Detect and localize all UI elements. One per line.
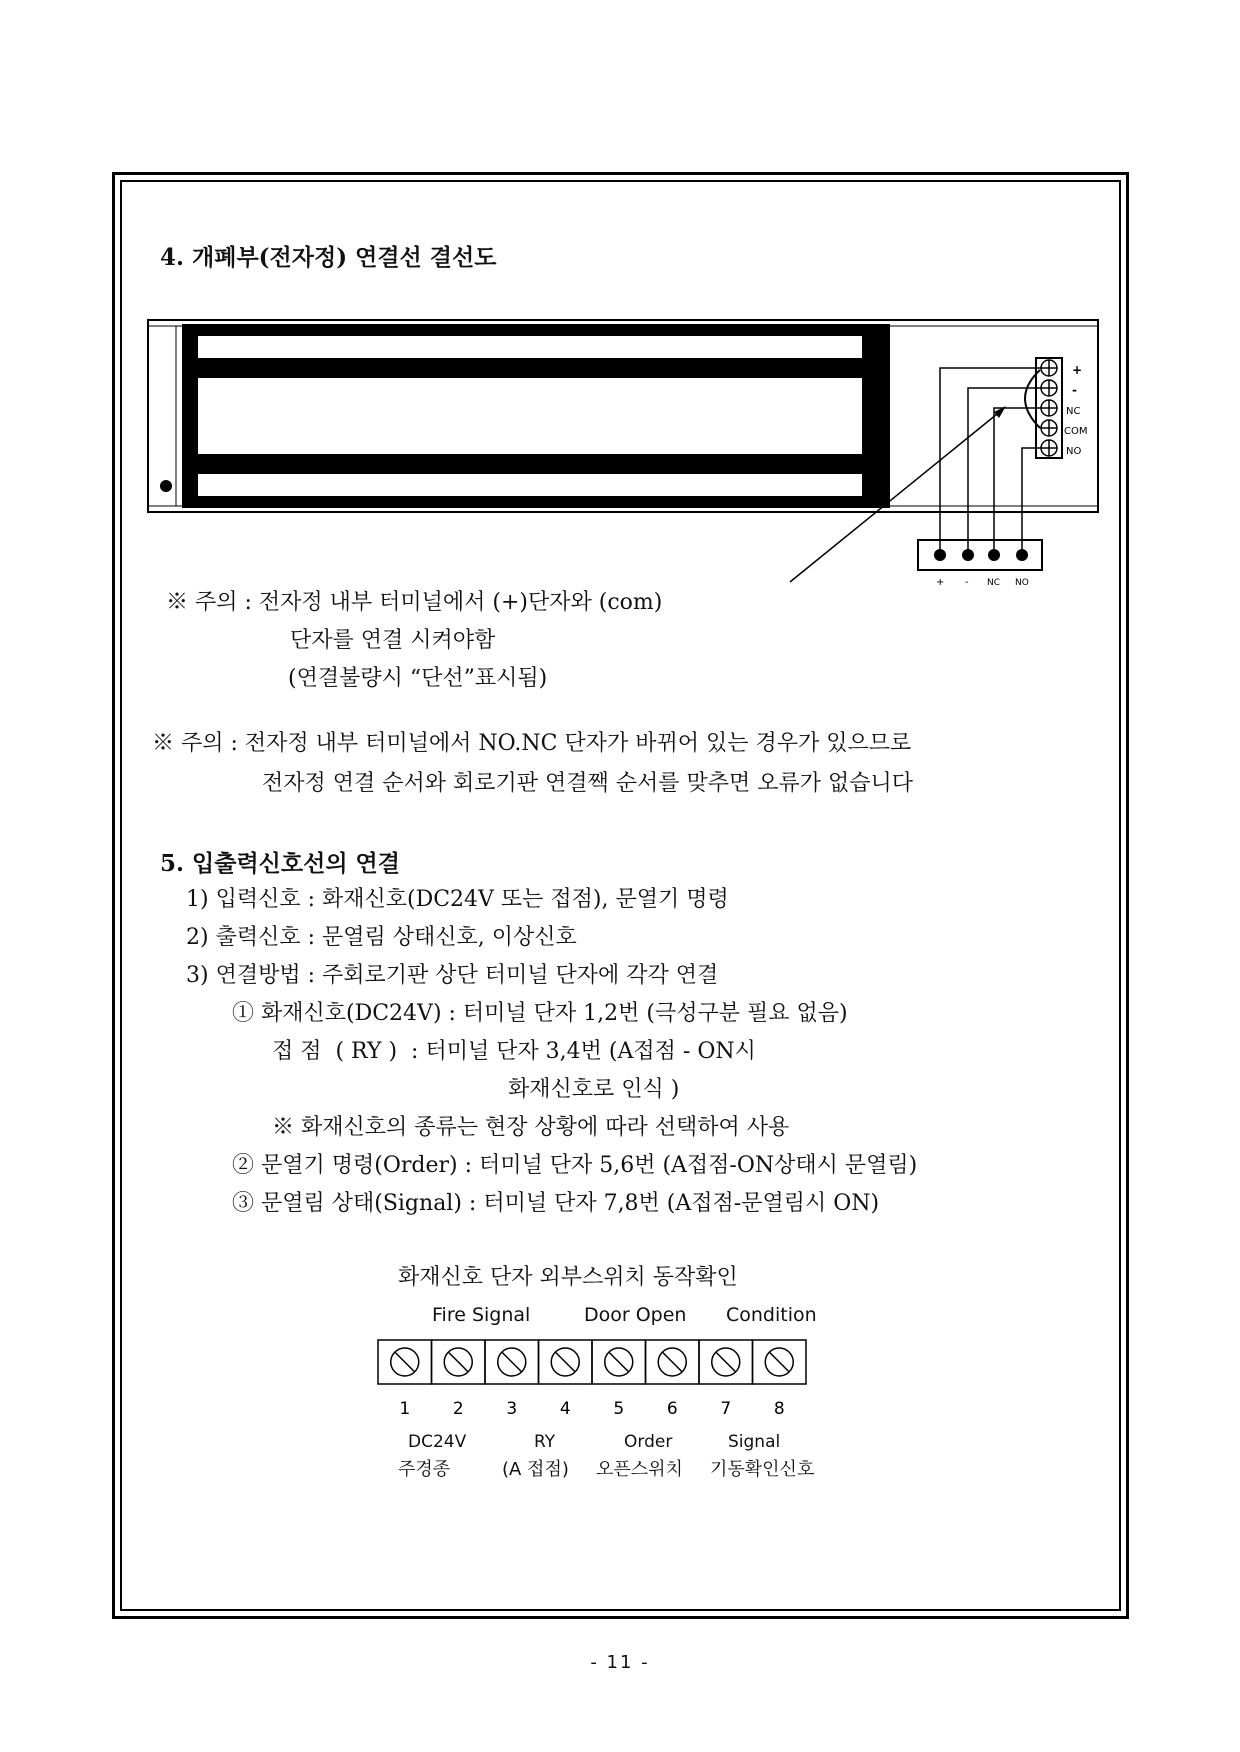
board-terminal-label: +	[936, 577, 945, 588]
section5-sub-2-cont: 화재신호로 인식 )	[508, 1077, 680, 1102]
terminal-number: 3	[506, 1399, 518, 1419]
terminal-number: 5	[613, 1399, 625, 1419]
page-number: - 11 -	[590, 1652, 650, 1673]
note1-line3: (연결불량시 “단선”표시됨)	[288, 666, 548, 691]
terminal-label-kr-4: 기동확인신호	[710, 1459, 815, 1480]
board-terminal-label: NC	[987, 578, 1001, 588]
terminal-number: 4	[559, 1399, 571, 1419]
section5-sub-1: ① 화재신호(DC24V) : 터미널 단자 1,2번 (극성구분 필요 없음)	[232, 1001, 848, 1026]
screw-slot	[769, 1352, 789, 1372]
terminal-header-condition: Condition	[726, 1304, 817, 1326]
terminal-number: 2	[452, 1399, 464, 1419]
section5-sub-3: ② 문열기 명령(Order) : 터미널 단자 5,6번 (A접점-ON상태시 문열림)	[232, 1153, 918, 1178]
board-connector	[918, 540, 1042, 588]
note1-line2: 단자를 연결 시켜야함	[290, 628, 496, 653]
jumper-wire	[1025, 370, 1040, 428]
lock-terminal-label: NC	[1066, 406, 1081, 417]
section5-title: 5. 입출력신호선의 연결	[160, 850, 400, 877]
screw-slot	[662, 1352, 682, 1372]
section5-item-2: 2) 출력신호 : 문열림 상태신호, 이상신호	[186, 925, 577, 950]
screw-slot	[502, 1352, 522, 1372]
section5-item-3: 3) 연결방법 : 주회로기판 상단 터미널 단자에 각각 연결	[186, 963, 719, 988]
terminal-number: 7	[720, 1399, 732, 1419]
screw-slot	[448, 1352, 468, 1372]
lock-terminal-label: NO	[1066, 446, 1082, 457]
terminal-caption: 화재신호 단자 외부스위치 동작확인	[398, 1265, 738, 1290]
note2-line2: 전자정 연결 순서와 회로기판 연결짹 순서를 맞추면 오류가 없습니다	[262, 771, 914, 796]
terminal-label-kr-1: 주경종	[398, 1459, 451, 1480]
terminal-label-signal: Signal	[728, 1432, 781, 1452]
lock-terminal-label: +	[1072, 363, 1083, 377]
wiring-diagram	[0, 0, 1240, 600]
lock-terminal-label: -	[1072, 383, 1077, 397]
section5-sub-2: 접 점 ( RY ) : 터미널 단자 3,4번 (A접점 - ON시	[272, 1039, 756, 1064]
terminal-label-kr-3: 오픈스위치	[596, 1459, 683, 1480]
section5-item-1: 1) 입력신호 : 화재신호(DC24V 또는 접점), 문열기 명령	[186, 887, 729, 912]
screw-slot	[555, 1352, 575, 1372]
lock-terminal-strip	[1036, 358, 1087, 458]
screw-slot	[609, 1352, 629, 1372]
board-terminal-label: NO	[1015, 578, 1029, 588]
terminal-header-door: Door Open	[584, 1304, 687, 1326]
screw-slot	[716, 1352, 736, 1372]
lock-terminal-label: COM	[1064, 426, 1088, 437]
section4-title: 4. 개폐부(전자정) 연결선 결선도	[160, 244, 497, 271]
note1-line1: ※ 주의 : 전자정 내부 터미널에서 (+)단자와 (com)	[166, 590, 663, 615]
terminal-label-ry: RY	[534, 1432, 556, 1452]
mount-hole-icon	[160, 480, 172, 492]
terminal-number: 6	[666, 1399, 678, 1419]
section5-sub-4: ③ 문열림 상태(Signal) : 터미널 단자 7,8번 (A접점-문열림시 ON)	[232, 1191, 880, 1216]
note2-line1: ※ 주의 : 전자정 내부 터미널에서 NO.NC 단자가 바뀌어 있는 경우가 있으므로	[152, 731, 912, 756]
terminal-label-dc24v: DC24V	[408, 1432, 467, 1452]
section5-sub-note: ※ 화재신호의 종류는 현장 상황에 따라 선택하여 사용	[272, 1115, 790, 1140]
terminal-number: 8	[773, 1399, 785, 1419]
board-terminal-label: -	[965, 577, 969, 588]
screw-slot	[395, 1352, 415, 1372]
terminal-header-fire: Fire Signal	[432, 1304, 531, 1326]
terminal-label-kr-2: (A 접점)	[502, 1459, 569, 1480]
terminal-label-order: Order	[624, 1432, 673, 1452]
terminal-number: 1	[399, 1399, 411, 1419]
